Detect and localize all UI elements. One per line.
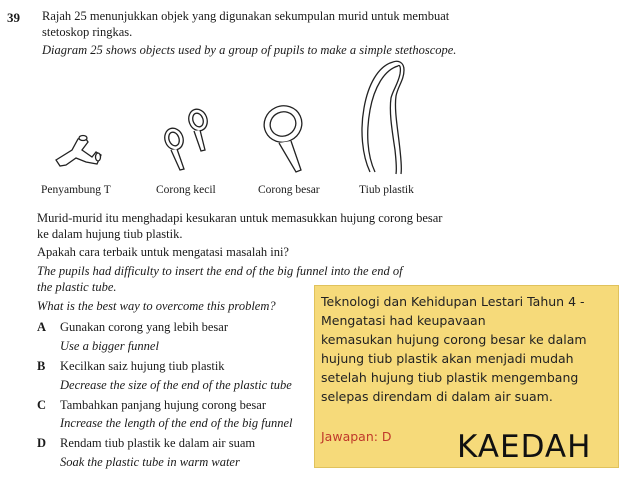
note-answer: Jawapan: D xyxy=(321,429,392,444)
stem-malay-line2: stetoskop ringkas. xyxy=(42,25,133,39)
option-a-letter: A xyxy=(37,320,47,334)
stem-malay-line1: Rajah 25 menunjukkan objek yang digunakan sekumpulan murid untuk membuat xyxy=(42,9,450,23)
option-d-letter: D xyxy=(37,436,47,450)
problem-english-line2: the plastic tube. xyxy=(37,280,117,294)
option-c-letter: C xyxy=(37,398,47,412)
stem-english: Diagram 25 shows objects used by a group of pupils to make a simple stethoscope. xyxy=(42,43,457,57)
option-b-malay: Kecilkan saiz hujung tiub plastik xyxy=(60,359,225,373)
small-funnel-image xyxy=(162,107,210,170)
note-method-label: KAEDAH xyxy=(457,429,592,465)
note-body-line: selepas direndam di dalam air suam. xyxy=(321,389,553,404)
option-d-malay: Rendam tiub plastik ke dalam air suam xyxy=(60,436,256,450)
option-b-english: Decrease the size of the end of the plastic tube xyxy=(60,378,292,392)
option-c-english: Increase the length of the end of the big funnel xyxy=(60,416,293,430)
option-c-malay: Tambahkan panjang hujung corong besar xyxy=(60,398,267,412)
diagram-25 xyxy=(0,0,638,200)
note-body-line: setelah hujung tiub plastik mengembang xyxy=(321,370,579,385)
option-a-english: Use a bigger funnel xyxy=(60,339,159,353)
question-number: 39 xyxy=(7,10,20,25)
answer-note-box xyxy=(314,285,619,468)
label-big-funnel: Corong besar xyxy=(258,184,320,196)
ask-english: What is the best way to overcome this problem? xyxy=(37,299,276,313)
note-body xyxy=(321,330,617,406)
label-plastic-tube: Tiub plastik xyxy=(359,184,414,196)
label-t-connector: Penyambung T xyxy=(41,184,111,196)
t-connector-image xyxy=(56,136,101,167)
option-a-malay: Gunakan corong yang lebih besar xyxy=(60,320,228,334)
problem-english-line1: The pupils had difficulty to insert the end of the big funnel into the end of xyxy=(37,264,403,278)
ask-malay: Apakah cara terbaik untuk mengatasi masalah ini? xyxy=(37,245,289,259)
note-body-line: hujung tiub plastik akan menjadi mudah xyxy=(321,351,574,366)
option-d-english: Soak the plastic tube in warm water xyxy=(60,455,240,469)
label-small-funnel: Corong kecil xyxy=(156,184,216,196)
big-funnel-image xyxy=(258,100,308,172)
note-body-line: kemasukan hujung corong besar ke dalam xyxy=(321,332,587,347)
plastic-tube-image xyxy=(362,61,404,174)
note-title: Teknologi dan Kehidupan Lestari Tahun 4 - Mengatasi had keupavaan xyxy=(321,294,585,328)
option-b-letter: B xyxy=(37,359,46,373)
problem-malay-line2: ke dalam hujung tiub plastik. xyxy=(37,227,183,241)
problem-malay-line1: Murid-murid itu menghadapi kesukaran untuk memasukkan hujung corong besar xyxy=(37,211,443,225)
